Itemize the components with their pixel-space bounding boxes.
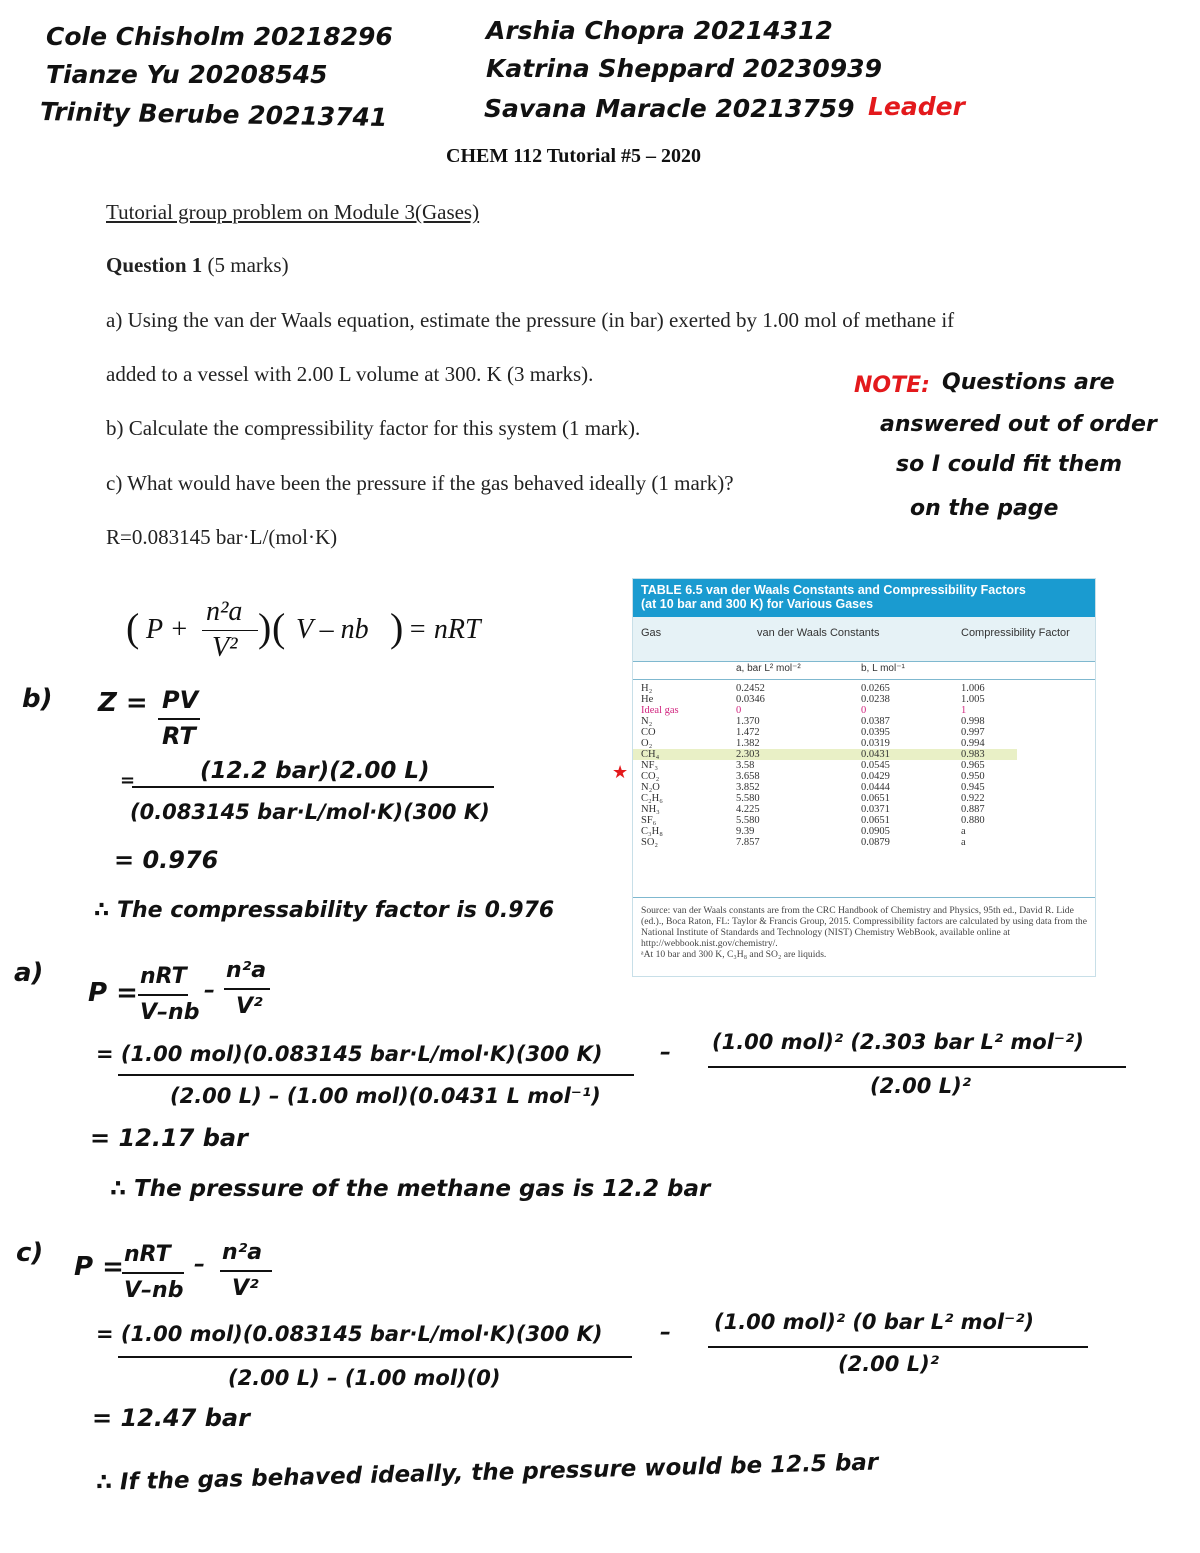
table-cell-z: 0.950	[961, 771, 985, 782]
table-cell-a: 5.580	[736, 815, 760, 826]
table-cell-a: 3.658	[736, 771, 760, 782]
leader-label: Leader	[868, 92, 965, 121]
table-cell-gas: H₂	[641, 683, 653, 694]
part-c-label: c)	[16, 1238, 44, 1268]
table-row	[633, 793, 1095, 804]
member-name: Tianze Yu 20208545	[46, 60, 328, 89]
vdw-equation	[126, 596, 506, 663]
table-cell-b: 0	[861, 705, 867, 716]
table-cell-z: 0.945	[961, 782, 985, 793]
table-row	[633, 837, 1095, 848]
question-marks: (5 marks)	[207, 253, 289, 277]
table-cell-z: a	[961, 826, 966, 837]
part-a-label: a)	[14, 958, 44, 988]
table-row	[633, 804, 1095, 815]
note-line: answered out of order	[880, 412, 1157, 437]
vnb-denominator: V–nb	[124, 1278, 184, 1303]
z-numerator: (12.2 bar)(2.00 L)	[200, 758, 430, 784]
table-cell-z: 0.994	[961, 738, 985, 749]
member-name: Katrina Sheppard 20230939	[486, 54, 882, 83]
table-row	[633, 815, 1095, 826]
table-cell-a: 5.580	[736, 793, 760, 804]
a-substitution-numerator: = (1.00 mol)(0.083145 bar·L/mol·K)(300 K)	[96, 1042, 603, 1066]
table-row	[633, 749, 1017, 760]
c-correction-numerator: (1.00 mol)² (0 bar L² mol⁻²)	[714, 1310, 1035, 1334]
table-cell-z: 1.006	[961, 683, 985, 694]
p-symbol: P =	[88, 978, 138, 1008]
table-row	[633, 694, 1095, 705]
table-cell-gas: CH₄	[641, 749, 660, 760]
c-substitution-denominator: (2.00 L) – (1.00 mol)(0)	[228, 1366, 501, 1390]
table-cell-gas: N₂	[641, 716, 653, 727]
table-cell-z: 0.880	[961, 815, 985, 826]
col-vdw: van der Waals Constants	[757, 627, 880, 639]
vdw-constants-table	[632, 578, 1096, 977]
table-row	[633, 826, 1095, 837]
table-cell-a: 1.382	[736, 738, 760, 749]
note-line: on the page	[910, 496, 1059, 521]
z-denominator: (0.083145 bar·L/mol·K)(300 K)	[130, 800, 490, 824]
table-cell-gas: O₂	[641, 738, 653, 749]
table-cell-b: 0.0395	[861, 727, 890, 738]
table-cell-z: 1	[961, 705, 967, 716]
table-row	[633, 683, 1095, 694]
vdw-v2: V²	[212, 632, 238, 663]
table-row	[633, 705, 1095, 716]
part-a-text: a) Using the van der Waals equation, estimate the pressure (in bar) exerted by 1.00 mol of methane if	[106, 308, 955, 332]
table-cell-gas: SF₆	[641, 815, 657, 826]
vdw-p: P +	[146, 614, 189, 645]
table-row	[633, 738, 1095, 749]
col-a: a, bar L² mol⁻²	[736, 663, 801, 674]
table-cell-a: 7.857	[736, 837, 760, 848]
table-cell-gas: CO	[641, 727, 656, 738]
pv-numerator: PV	[162, 686, 199, 714]
col-gas: Gas	[641, 627, 662, 639]
table-cell-a: 0.2452	[736, 683, 765, 694]
table-title	[633, 579, 1095, 617]
left-paren: (	[126, 605, 140, 650]
table-row	[633, 716, 1095, 727]
table-cell-z: 0.983	[961, 749, 985, 760]
table-cell-z: 0.922	[961, 793, 985, 804]
col-b: b, L mol⁻¹	[861, 663, 905, 674]
table-cell-gas: Ideal gas	[641, 705, 679, 716]
table-cell-a: 4.225	[736, 804, 760, 815]
table-cell-b: 0.0319	[861, 738, 890, 749]
table-cell-b: 0.0265	[861, 683, 890, 694]
table-cell-a: 9.39	[736, 826, 755, 837]
table-cell-z: 1.005	[961, 694, 985, 705]
equals-sign: =	[120, 770, 136, 791]
z-symbol: Z =	[98, 688, 148, 718]
v2-denominator: V²	[232, 1276, 259, 1301]
rt-denominator: RT	[162, 722, 196, 750]
table-cell-a: 1.370	[736, 716, 760, 727]
table-cell-b: 0.0387	[861, 716, 890, 727]
vdw-n2a: n²a	[206, 596, 243, 627]
minus-sign: –	[660, 1320, 671, 1345]
n2a-numerator: n²a	[222, 1240, 263, 1265]
course-title: CHEM 112 Tutorial #5 – 2020	[446, 145, 702, 167]
note-line: so I could fit them	[896, 452, 1122, 477]
p-symbol: P =	[74, 1252, 124, 1282]
table-cell-b: 0.0651	[861, 793, 890, 804]
n2a-numerator: n²a	[226, 958, 267, 983]
table-row	[633, 771, 1095, 782]
minus-sign: –	[660, 1040, 671, 1065]
table-cell-b: 0.0238	[861, 694, 890, 705]
table-cell-b: 0.0371	[861, 804, 890, 815]
table-cell-a: 2.303	[736, 749, 760, 760]
table-cell-b: 0.0431	[861, 749, 890, 760]
left-paren: (	[272, 605, 286, 650]
table-note: ᵃAt 10 bar and 300 K, C₃H₈ and SO₂ are liquids.	[641, 949, 827, 960]
nrt-numerator: nRT	[124, 1242, 171, 1267]
part-c-text: c) What would have been the pressure if the gas behaved ideally (1 mark)?	[106, 471, 734, 495]
table-row	[633, 760, 1095, 771]
table-cell-a: 0.0346	[736, 694, 765, 705]
table-cell-gas: C₃H₈	[641, 826, 663, 837]
table-cell-a: 1.472	[736, 727, 760, 738]
table-cell-gas: SO₂	[641, 837, 659, 848]
part-b-label: b)	[22, 684, 53, 714]
part-a-text: added to a vessel with 2.00 L volume at 300. K (3 marks).	[106, 362, 594, 386]
table-title-line: (at 10 bar and 300 K) for Various Gases	[641, 597, 874, 611]
table-cell-gas: NF₃	[641, 760, 659, 771]
table-cell-b: 0.0905	[861, 826, 890, 837]
table-cell-a: 3.852	[736, 782, 760, 793]
right-paren: )	[390, 605, 404, 650]
a-correction-numerator: (1.00 mol)² (2.303 bar L² mol⁻²)	[712, 1030, 1084, 1054]
table-body	[633, 683, 1095, 848]
member-name: Arshia Chopra 20214312	[486, 16, 833, 45]
table-cell-gas: NH₃	[641, 804, 660, 815]
minus-sign: –	[204, 978, 215, 1003]
table-cell-b: 0.0545	[861, 760, 890, 771]
member-name: Trinity Berube 20213741	[39, 96, 388, 133]
table-cell-b: 0.0429	[861, 771, 890, 782]
table-cell-a: 0	[736, 705, 742, 716]
table-cell-gas: He	[641, 694, 654, 705]
a-result: = 12.17 bar	[90, 1124, 248, 1152]
a-substitution-denominator: (2.00 L) – (1.00 mol)(0.0431 L mol⁻¹)	[170, 1084, 601, 1108]
table-source: Source: van der Waals constants are from the CRC Handbook of Chemistry and Physics, 95th ed., David R. Lide (ed.)., Boca Raton, FL: Taylor & Francis Group, 2015. Compressibility factors are calculated by using data from the National Institute of Standards and Technology (NIST) Chemistry WebBook, available online at http://webbook.nist.gov/chemistry/.	[641, 905, 1087, 949]
c-result: = 12.47 bar	[92, 1404, 250, 1432]
vnb-denominator: V–nb	[140, 1000, 200, 1025]
star-icon: ★	[612, 762, 629, 783]
table-cell-z: 0.998	[961, 716, 985, 727]
table-cell-z: 0.887	[961, 804, 985, 815]
gas-constant: R=0.083145 bar·L/(mol·K)	[106, 525, 338, 549]
col-z: Compressibility Factor	[961, 627, 1070, 639]
table-cell-z: a	[961, 837, 966, 848]
question-heading	[106, 253, 289, 278]
table-cell-b: 0.0879	[861, 837, 890, 848]
note-line: Questions are	[942, 370, 1115, 395]
problem-heading: Tutorial group problem on Module 3(Gases)	[106, 200, 480, 224]
c-substitution-numerator: = (1.00 mol)(0.083145 bar·L/mol·K)(300 K)	[96, 1322, 603, 1346]
table-footnote	[641, 905, 1087, 960]
v2-denominator: V²	[236, 994, 263, 1019]
z-result: = 0.976	[114, 846, 219, 874]
table-cell-a: 3.58	[736, 760, 755, 771]
table-row	[633, 782, 1095, 793]
table-row	[633, 727, 1095, 738]
member-name: Cole Chisholm 20218296	[46, 22, 393, 51]
note-label: NOTE:	[854, 373, 930, 398]
table-cell-z: 0.997	[961, 727, 985, 738]
question-label: Question 1	[106, 253, 203, 277]
table-title-line: TABLE 6.5 van der Waals Constants and Compressibility Factors	[641, 583, 1026, 597]
table-cell-b: 0.0444	[861, 782, 890, 793]
table-column-headers	[633, 617, 1095, 661]
a-conclusion: ∴ The pressure of the methane gas is 12.2 bar	[110, 1176, 711, 1202]
c-correction-denominator: (2.00 L)²	[838, 1352, 939, 1376]
a-correction-denominator: (2.00 L)²	[870, 1074, 971, 1098]
table-cell-gas: CO₂	[641, 771, 660, 782]
table-cell-gas: C₂H₆	[641, 793, 663, 804]
z-conclusion: ∴ The compressability factor is 0.976	[94, 898, 555, 923]
vdw-vnb: V – nb	[296, 614, 369, 645]
table-cell-gas: N₂O	[641, 782, 660, 793]
nrt-numerator: nRT	[140, 964, 187, 989]
table-cell-b: 0.0651	[861, 815, 890, 826]
table-cell-z: 0.965	[961, 760, 985, 771]
member-name: Savana Maracle 20213759	[484, 94, 855, 123]
c-conclusion: ∴ If the gas behaved ideally, the pressure would be 12.5 bar	[95, 1449, 879, 1496]
part-b-text: b) Calculate the compressibility factor for this system (1 mark).	[106, 416, 641, 440]
minus-sign: –	[194, 1252, 205, 1277]
vdw-rhs: = nRT	[408, 614, 481, 645]
right-paren: )	[258, 605, 272, 650]
